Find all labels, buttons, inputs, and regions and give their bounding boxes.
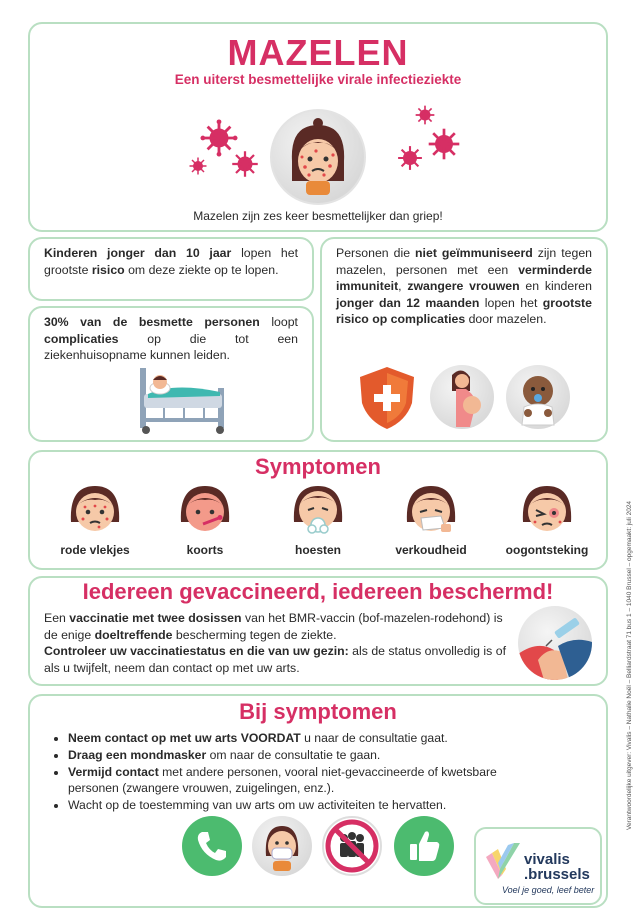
risk-children-text: Kinderen jonger dan 10 jaar lopen het grootste risico om deze ziekte op te lopen. xyxy=(44,246,298,277)
virus-icon xyxy=(426,126,462,162)
syringe-icon xyxy=(518,606,592,680)
virus-icon xyxy=(230,149,260,179)
symptom-label: rode vlekjes xyxy=(60,543,130,557)
cold-face-icon xyxy=(401,482,461,536)
logo-tagline: Voel je goed, leef beter xyxy=(502,885,595,895)
vivalis-check-icon xyxy=(482,839,524,883)
complications-text: 30% van de besmette personen loopt complicaties op die tot een ziekenhuisopname kunnen leiden. xyxy=(44,315,298,362)
cough-face-icon xyxy=(288,482,348,536)
hospital-bed-icon xyxy=(134,364,230,436)
vaccination-image xyxy=(518,606,592,680)
logo-line-1: vivalis xyxy=(524,851,570,868)
symptom-cough xyxy=(263,482,373,557)
symptom-red-spots xyxy=(40,482,150,557)
risk-children-card xyxy=(28,237,314,301)
risk-groups-text: Personen die niet geïmmuniseerd zijn tegen mazelen, personen met een verminderde immuniteit, zwangere vrouwen en kinderen jonger dan 12 maanden lopen het grootste risico op complicaties door mazelen. xyxy=(336,246,593,326)
logo-line-2: .brussels xyxy=(524,866,590,883)
symptom-cold xyxy=(376,482,486,557)
page-title: MAZELEN xyxy=(227,32,409,73)
header-card xyxy=(28,22,608,232)
symptom-label: hoesten xyxy=(294,543,341,557)
list-item: • Wacht op de toestemming van uw arts om uw activiteiten te hervatten. xyxy=(68,797,538,813)
symptoms-card xyxy=(28,450,608,570)
red-spots-face-icon xyxy=(65,482,125,536)
list-item: • Draag een mondmasker om naar de consultatie te gaan. xyxy=(68,747,538,763)
vaccination-text: Een vaccinatie met twee dosissen van het BMR-vaccin (bof-mazelen-rodehond) is de enige doeltreffende bescherming tegen de ziekte. Controleer uw vaccinatiestatus en die van uw gezin: als de status onvolledig is of als u twijfelt, neem dan contact op met uw arts. xyxy=(44,611,506,675)
phone-icon xyxy=(182,816,242,876)
virus-icon xyxy=(414,104,436,126)
sick-child-portrait xyxy=(270,109,366,205)
contagion-note: Mazelen zijn zes keer besmettelijker dan griep! xyxy=(193,209,443,223)
symptom-eye-infection xyxy=(492,482,602,557)
actions-title: Bij symptomen xyxy=(239,699,397,724)
shield-icon xyxy=(356,365,418,431)
action-list xyxy=(68,730,538,814)
symptom-fever xyxy=(150,482,260,557)
pregnant-woman-icon xyxy=(430,365,494,429)
list-item: • Vermijd contact met andere personen, vooral niet-gevaccineerde of kwetsbare personen (zwangere vrouwen, zuigelingen, enz.). xyxy=(68,764,538,796)
no-crowd-icon xyxy=(324,818,380,874)
sick-girl-icon xyxy=(272,111,364,203)
page-subtitle: Een uiterst besmettelijke virale infectieziekte xyxy=(174,72,462,87)
mask-badge xyxy=(252,816,312,876)
symptom-label: verkoudheid xyxy=(395,543,467,557)
thumbs-up-badge xyxy=(394,816,454,876)
publisher-note xyxy=(626,500,636,840)
virus-icon xyxy=(188,156,208,176)
list-item: • Neem contact op met uw arts VOORDAT u naar de consultatie gaat. xyxy=(68,730,538,746)
vaccination-title: Iedereen gevaccineerd, iedereen beschermd! xyxy=(82,579,554,604)
baby-icon xyxy=(506,365,570,429)
phone-badge xyxy=(182,816,242,876)
symptom-label: koorts xyxy=(186,543,224,557)
risk-groups-card xyxy=(320,237,608,442)
pregnant-woman-badge xyxy=(430,365,494,429)
thumbs-up-icon xyxy=(394,816,454,876)
symptoms-title: Symptomen xyxy=(255,454,381,479)
symptom-label: oogontsteking xyxy=(505,543,589,557)
vaccination-card xyxy=(28,576,608,686)
complications-card xyxy=(28,306,314,442)
fever-face-icon xyxy=(175,482,235,536)
baby-badge xyxy=(506,365,570,429)
eye-infection-face-icon xyxy=(517,482,577,536)
no-contact-badge xyxy=(322,816,382,876)
virus-icon xyxy=(396,144,424,172)
publisher-note-text: Verantwoordelijke uitgever: Vivalis – Nathalie Noël – Belliardstraat 71 bus 1 – 1040 Brussel – opgemaakt: juli 2024 xyxy=(626,500,633,830)
face-mask-icon xyxy=(252,816,312,876)
vivalis-logo xyxy=(474,827,602,905)
